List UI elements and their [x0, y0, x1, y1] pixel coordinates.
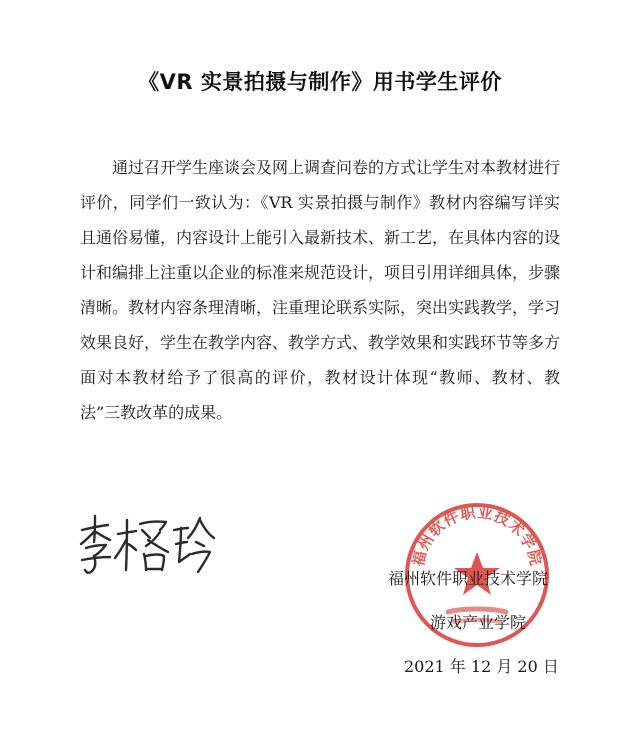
handwritten-signature: [76, 500, 216, 590]
svg-text:福州软件职业技术学院: 福州软件职业技术学院: [408, 503, 546, 568]
document-title: 《VR 实景拍摄与制作》用书学生评价: [138, 70, 502, 94]
department-name: 游戏产业学院: [430, 613, 527, 632]
document-date: 2021 年 12 月 20 日: [404, 657, 559, 676]
document-body: 通过召开学生座谈会及网上调查问卷的方式让学生对本教材进行评价，同学们一致认为：《VR 实景拍摄与制作》教材内容编写详实且通俗易懂，内容设计上能引入最新技术、新工艺，在具体内容的设计和编排上注重以企业的标准来规范设计，项目引用详细具体，步骤清晰。教材内容条理清晰，注重理论联系实际，突出实践教学，学习效果良好，学生在教学内容、教学方式、教学效果和实践环节等多方面对本教材给予了很高的评价，教材设计体现“教师、教材、教法”三教改革的成果。: [80, 158, 561, 422]
organization-name: 福州软件职业技术学院: [388, 569, 549, 588]
